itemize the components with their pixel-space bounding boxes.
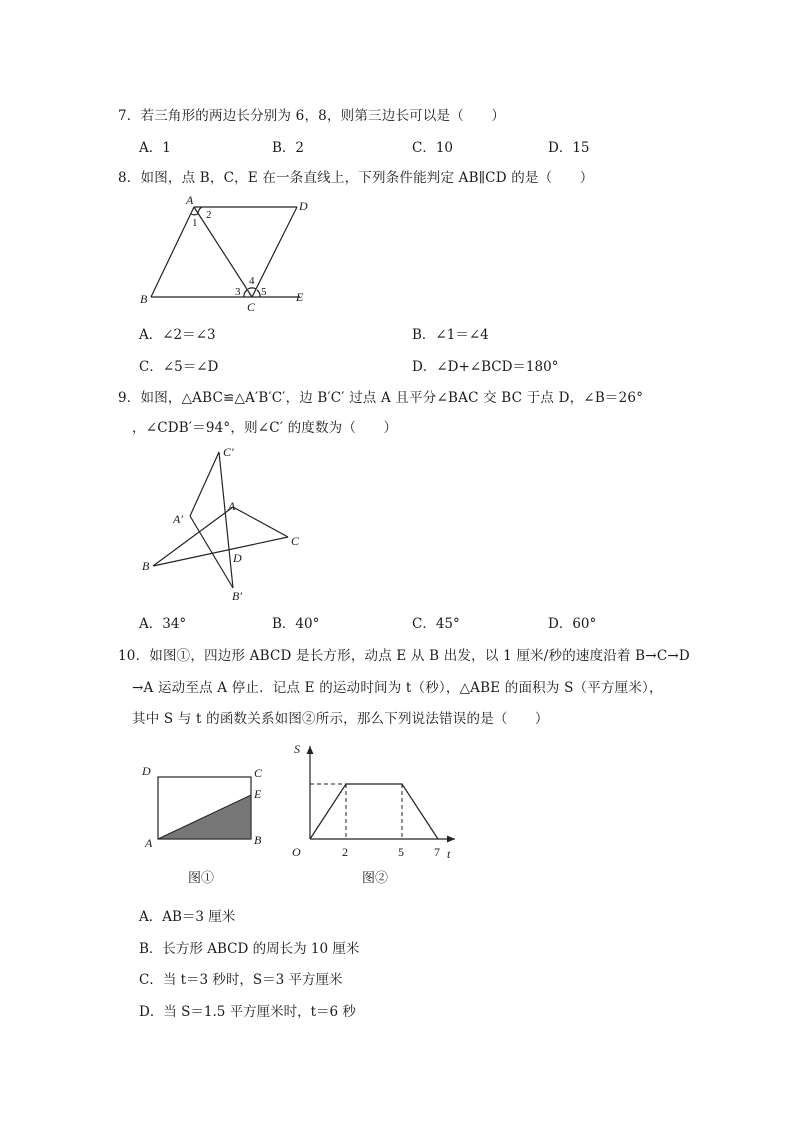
- q7-option-a[interactable]: A．1: [139, 140, 171, 156]
- label-b: B: [140, 292, 148, 306]
- q8-option-c[interactable]: C．∠5＝∠D: [139, 359, 219, 375]
- q8-figure: [130, 190, 330, 315]
- q9-stem-line1: 9．如图，△ABC≌△A′B′C′，边 B′C′ 过点 A 且平分∠BAC 交 BC 于点 D，∠B＝26°: [118, 390, 644, 406]
- q10-stem-line3: 其中 S 与 t 的函数关系如图②所示，那么下列说法错误的是（ ）: [132, 711, 549, 727]
- q10-figure2: [285, 738, 465, 888]
- s-axis-arrow: [307, 746, 314, 754]
- angle-arc-5: [257, 290, 260, 297]
- label-angle-2: 2: [206, 209, 212, 221]
- q8-option-b[interactable]: B．∠1＝∠4: [412, 327, 489, 343]
- label-d: D: [233, 551, 242, 565]
- q9-option-d[interactable]: D．60°: [548, 616, 597, 632]
- line-cp-ap: [190, 452, 219, 516]
- s-t-graph-line: [310, 784, 438, 839]
- q8-option-d[interactable]: D．∠D+∠BCD＝180°: [412, 359, 559, 375]
- q9-stem-line2: ，∠CDB′＝94°，则∠C′ 的度数为（ ）: [132, 420, 398, 436]
- q8-stem: 8．如图，点 B，C，E 在一条直线上，下列条件能判定 AB∥CD 的是（ ）: [118, 170, 594, 186]
- q7-stem: 7．若三角形的两边长分别为 6，8，则第三边长可以是（ ）: [118, 108, 506, 124]
- label-c: C: [254, 766, 263, 780]
- label-a: A: [145, 836, 153, 850]
- q7-option-c[interactable]: C．10: [412, 140, 454, 156]
- angle-arc-2: [198, 207, 202, 214]
- figure2-caption: 图②: [362, 870, 389, 885]
- line-ac: [194, 207, 252, 297]
- q10-stem-line2: →A 运动至点 A 停止．记点 E 的运动时间为 t（秒），△ABE 的面积为 S（平方厘米），: [132, 680, 663, 696]
- label-angle-3: 3: [235, 286, 241, 298]
- label-b: B: [142, 559, 150, 573]
- q7-option-d[interactable]: D．15: [548, 140, 590, 156]
- label-angle-1: 1: [192, 217, 198, 229]
- q10-option-c[interactable]: C．当 t＝3 秒时，S＝3 平方厘米: [139, 972, 343, 988]
- label-d: D: [299, 199, 308, 213]
- label-c: C: [247, 300, 256, 314]
- label-d: D: [142, 764, 151, 778]
- label-s: S: [294, 742, 300, 756]
- t-axis-arrow: [447, 836, 455, 843]
- q8-option-a[interactable]: A．∠2＝∠3: [139, 327, 216, 343]
- angle-arc-1: [191, 214, 198, 215]
- label-o: O: [292, 845, 301, 859]
- label-b-prime: B′: [232, 589, 242, 603]
- q9-option-b[interactable]: B．40°: [272, 616, 320, 632]
- label-b: B: [254, 833, 262, 847]
- label-angle-5: 5: [261, 286, 267, 298]
- label-a: A: [186, 193, 194, 207]
- q10-figure1: [138, 758, 273, 888]
- q9-option-c[interactable]: C．45°: [412, 616, 460, 632]
- angle-arc-3: [244, 290, 247, 297]
- q10-stem-line1: 10．如图①，四边形 ABCD 是长方形，动点 E 从 B 出发，以 1 厘米/秒的速度沿着 B→C→D: [118, 648, 690, 664]
- label-c-prime: C′: [223, 445, 234, 459]
- q10-option-a[interactable]: A．AB＝3 厘米: [139, 909, 236, 925]
- figure1-caption: 图①: [188, 870, 215, 885]
- q9-figure: [135, 440, 325, 610]
- q10-option-b[interactable]: B．长方形 ABCD 的周长为 10 厘米: [139, 941, 360, 957]
- label-a: A: [228, 499, 236, 513]
- label-e: E: [296, 290, 304, 304]
- line-cd: [252, 207, 297, 297]
- label-c: C: [291, 534, 300, 548]
- label-angle-4: 4: [249, 275, 255, 287]
- angle-arc-4: [248, 288, 256, 289]
- label-t: t: [447, 847, 451, 861]
- tick-label-7: 7: [434, 845, 440, 859]
- line-ac: [233, 507, 288, 537]
- line-ab: [151, 207, 194, 297]
- q9-option-a[interactable]: A．34°: [139, 616, 187, 632]
- label-e: E: [254, 787, 262, 801]
- q10-option-d[interactable]: D．当 S＝1.5 平方厘米时，t＝6 秒: [139, 1004, 356, 1020]
- tick-label-2: 2: [342, 845, 348, 859]
- q7-option-b[interactable]: B．2: [272, 140, 305, 156]
- shaded-triangle-abe: [158, 795, 251, 839]
- label-a-prime: A′: [173, 512, 183, 526]
- tick-label-5: 5: [398, 845, 404, 859]
